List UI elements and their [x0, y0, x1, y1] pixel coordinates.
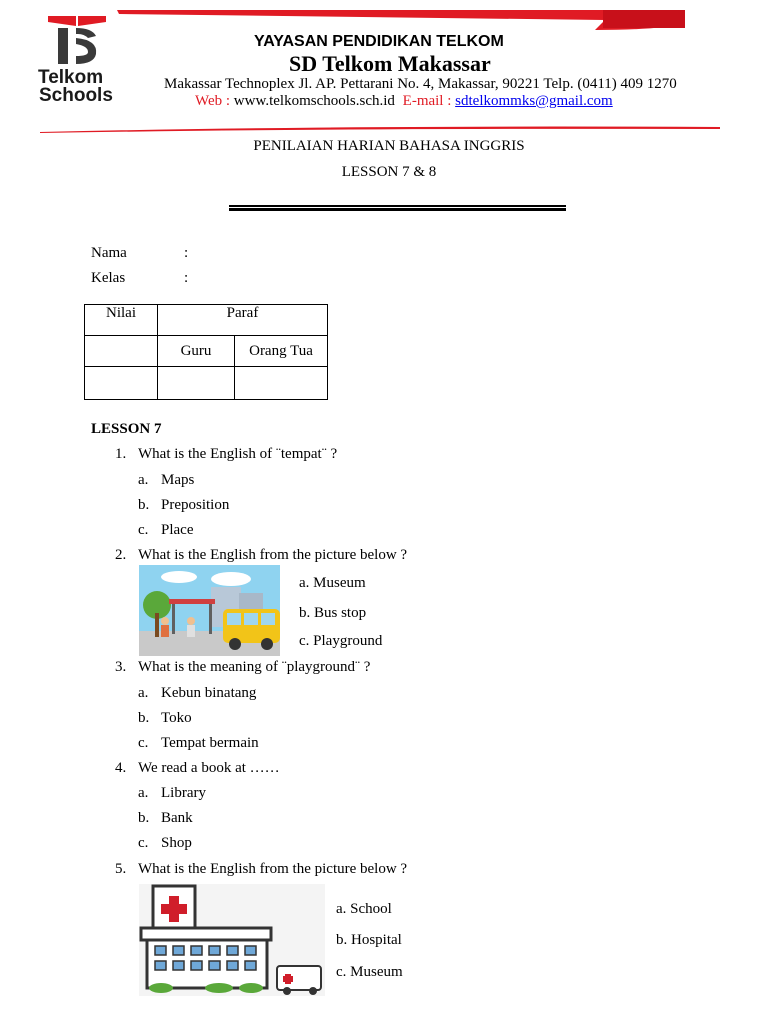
option-letter: a. — [138, 472, 149, 488]
option-text[interactable]: Maps — [161, 472, 195, 488]
option-text[interactable]: Place — [161, 522, 194, 538]
lesson-title: LESSON 7 & 8 — [341, 164, 437, 180]
assessment-title: PENILAIAN HARIAN BAHASA INGGRIS — [253, 138, 525, 154]
question-number: 1. — [115, 446, 127, 462]
school-name: SD Telkom Makassar — [289, 51, 491, 76]
option-letter: a. — [138, 785, 149, 801]
option-letter: c. — [138, 735, 149, 751]
title-divider — [229, 205, 566, 207]
telkom-schools-logo — [36, 12, 118, 104]
option-text[interactable]: a. Museum — [299, 575, 366, 591]
name-colon: : — [184, 245, 189, 261]
logo-line2: Schools — [39, 85, 113, 106]
nilai-value-cell[interactable] — [85, 367, 158, 400]
option-text[interactable]: b. Hospital — [336, 932, 402, 948]
hospital-picture — [139, 884, 325, 996]
option-letter: a. — [138, 685, 149, 701]
guru-header: Guru — [158, 336, 235, 367]
logo-mark-icon — [36, 12, 118, 68]
question-text: What is the English of ¨tempat¨ ? — [138, 446, 338, 462]
web-label: Web : — [195, 93, 231, 109]
option-text[interactable]: Shop — [161, 835, 192, 851]
guru-sign-cell[interactable] — [158, 367, 235, 400]
class-label: Kelas — [91, 270, 126, 286]
question-text: We read a book at …… — [138, 760, 280, 776]
option-text[interactable]: Bank — [161, 810, 193, 826]
option-text[interactable]: a. School — [336, 901, 392, 917]
question-text: What is the meaning of ¨playground¨ ? — [138, 659, 371, 675]
option-letter: b. — [138, 810, 150, 826]
option-text[interactable]: Tempat bermain — [161, 735, 259, 751]
header-swoosh-top — [115, 8, 705, 34]
option-text[interactable]: Preposition — [161, 497, 230, 513]
email-label: E-mail : — [402, 93, 452, 109]
question-number: 4. — [115, 760, 127, 776]
question-text: What is the English from the picture below ? — [138, 547, 408, 563]
name-label: Nama — [91, 245, 127, 261]
option-letter: c. — [138, 522, 149, 538]
orang-tua-header: Orang Tua — [235, 336, 328, 367]
lesson-heading: LESSON 7 — [91, 421, 162, 437]
option-text[interactable]: c. Playground — [299, 633, 383, 649]
title-divider-thick — [229, 208, 566, 211]
school-address: Makassar Technoplex Jl. AP. Pettarani No. 4, Makassar, 90221 Telp. (0411) 409 1270 — [164, 76, 677, 92]
question-number: 3. — [115, 659, 127, 675]
option-letter: b. — [138, 710, 150, 726]
class-colon: : — [184, 270, 189, 286]
contact-line — [195, 93, 613, 110]
email-link[interactable]: sdtelkommks@gmail.com — [455, 93, 613, 109]
question-number: 5. — [115, 861, 127, 877]
score-table — [84, 304, 328, 400]
option-text[interactable]: Toko — [161, 710, 192, 726]
foundation-name: YAYASAN PENDIDIKAN TELKOM — [254, 33, 504, 50]
nilai-header: Nilai — [85, 305, 158, 336]
web-value[interactable]: www.telkomschools.sch.id — [233, 93, 395, 109]
logo-line1: Telkom — [38, 67, 104, 88]
option-letter: c. — [138, 835, 149, 851]
question-number: 2. — [115, 547, 127, 563]
option-text[interactable]: Kebun binatang — [161, 685, 257, 701]
orang-tua-sign-cell[interactable] — [235, 367, 328, 400]
option-text[interactable]: c. Museum — [336, 964, 403, 980]
header-rule — [40, 124, 722, 134]
nilai-cell-empty — [85, 336, 158, 367]
question-text: What is the English from the picture below ? — [138, 861, 408, 877]
bus-stop-picture — [139, 565, 280, 656]
paraf-header: Paraf — [158, 305, 328, 336]
option-text[interactable]: Library — [161, 785, 206, 801]
option-text[interactable]: b. Bus stop — [299, 605, 367, 621]
option-letter: b. — [138, 497, 150, 513]
